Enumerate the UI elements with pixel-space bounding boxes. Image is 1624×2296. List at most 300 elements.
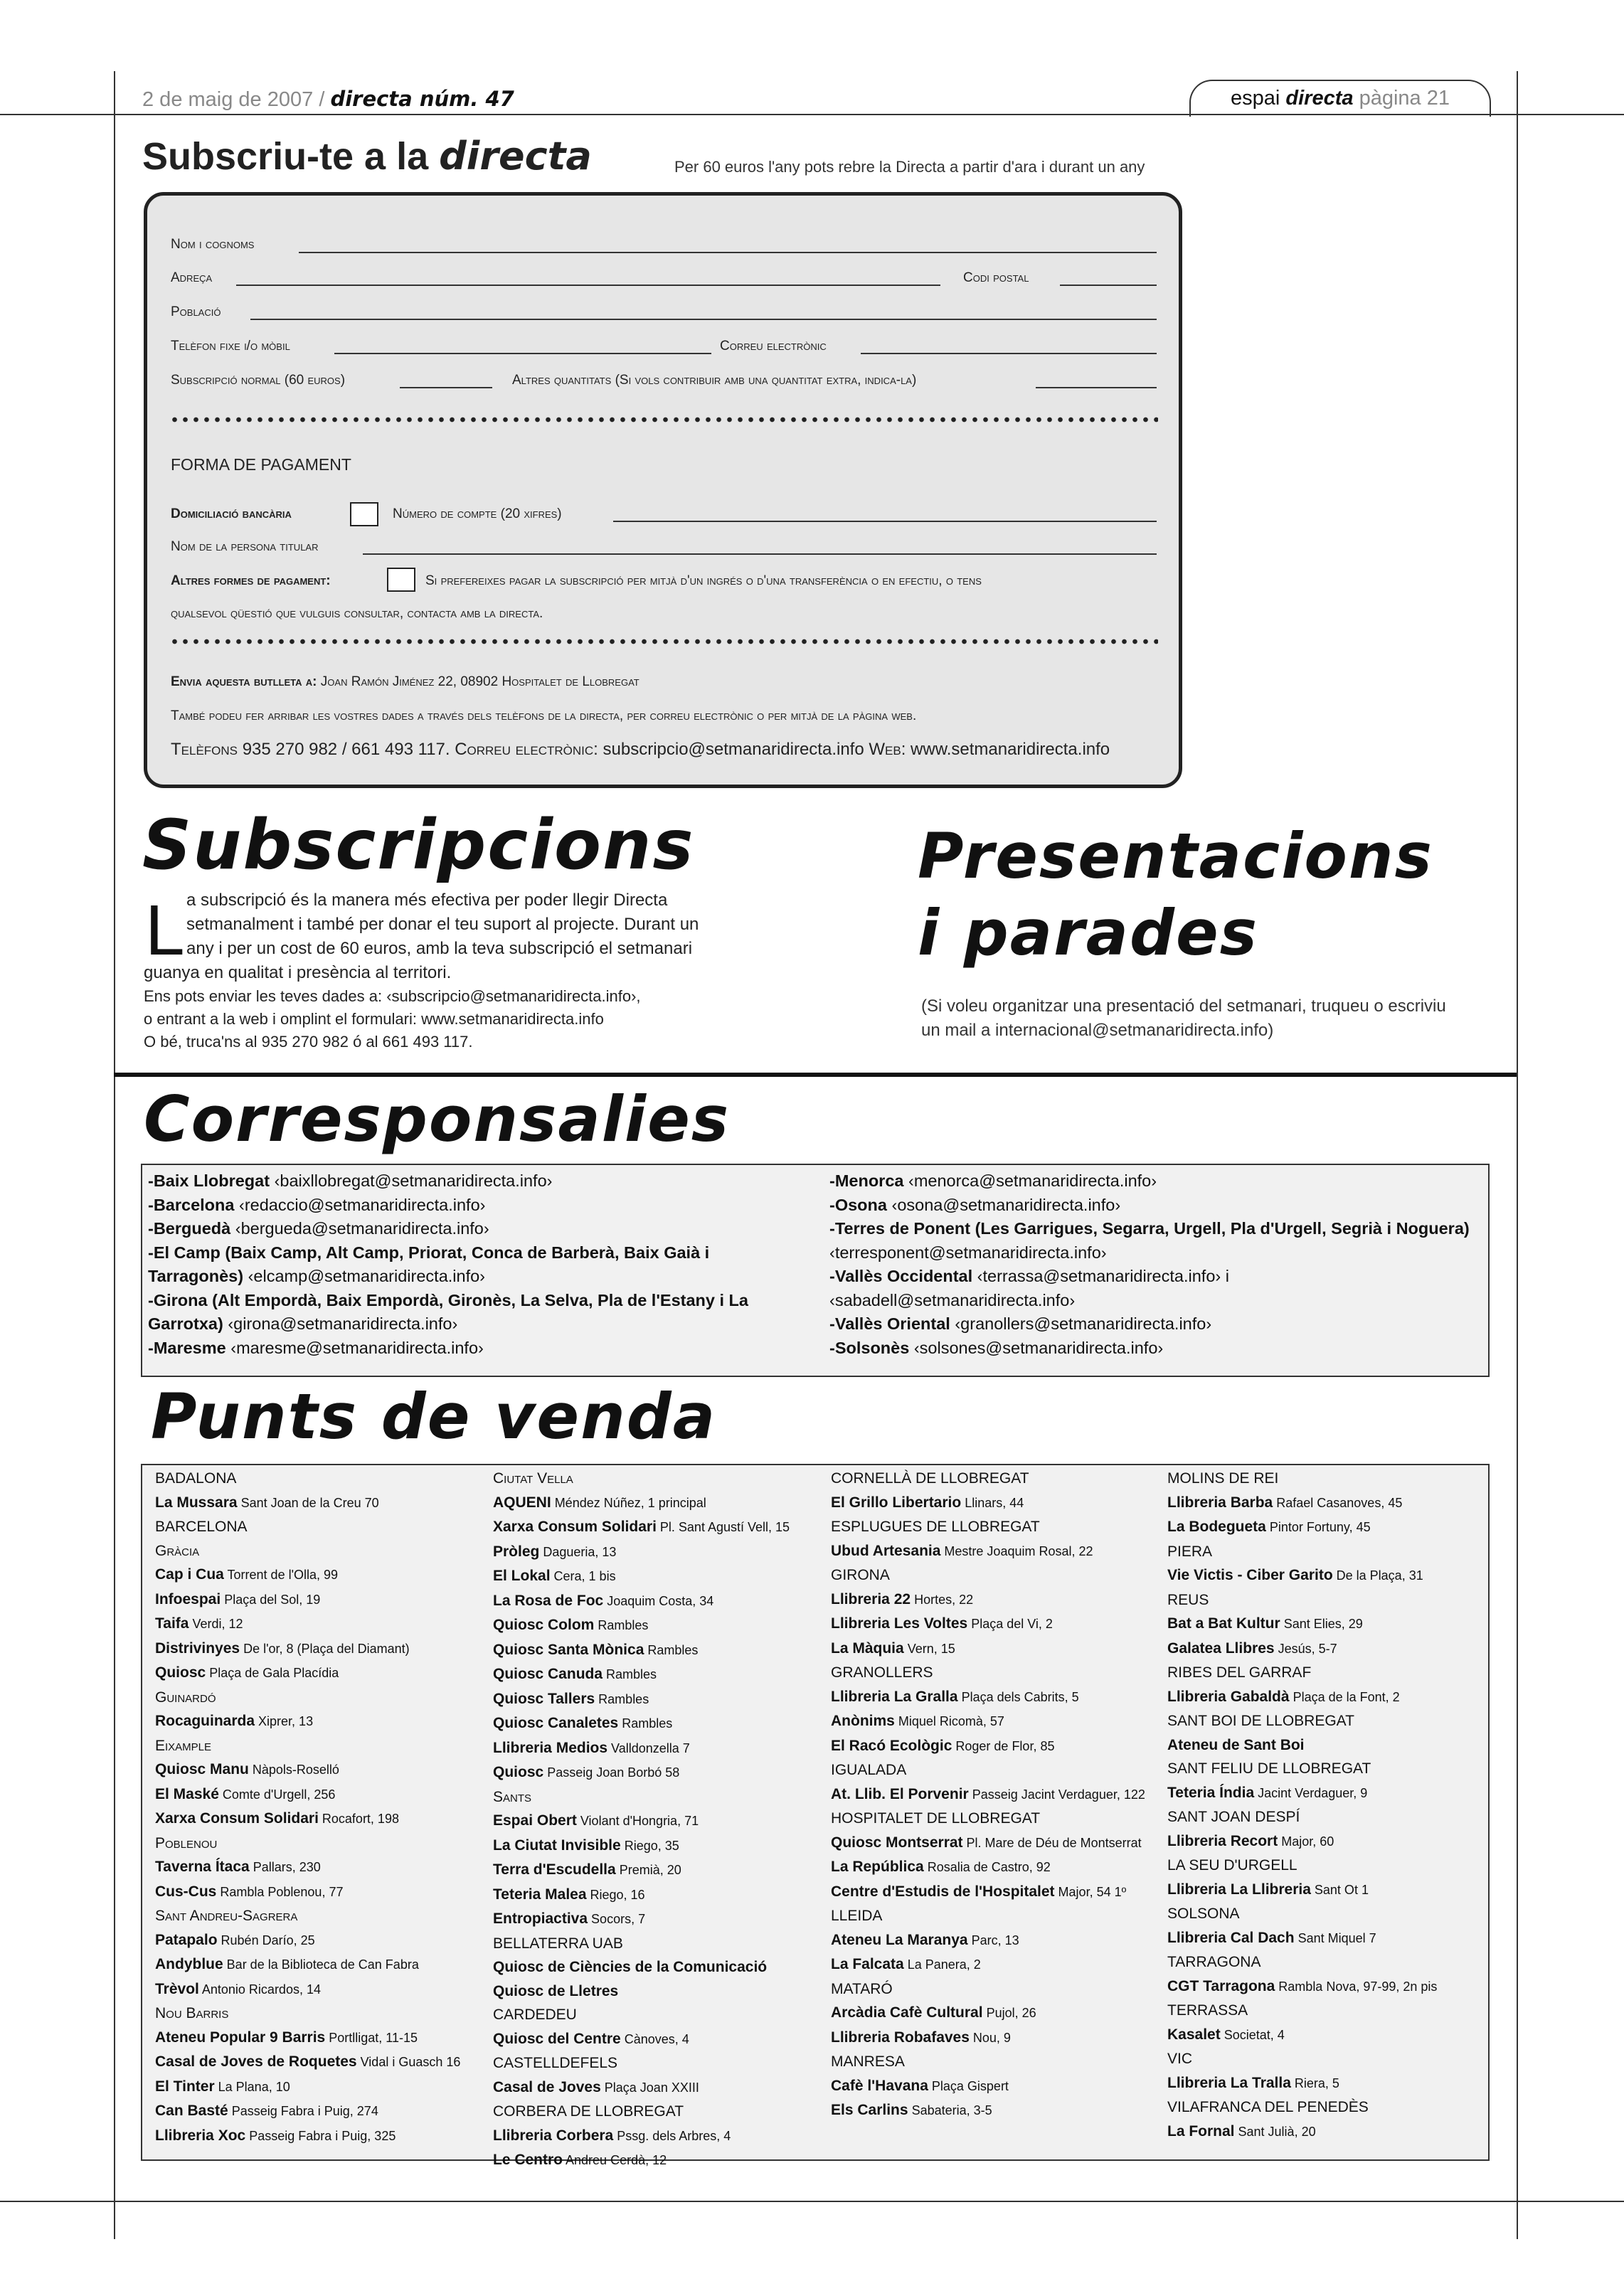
venue-address: Rafael Casanoves, 45 bbox=[1273, 1495, 1403, 1510]
city-heading: GIRONA bbox=[831, 1567, 890, 1583]
corresponsal-line bbox=[148, 1289, 748, 1313]
venue-name: Quiosc del Centre bbox=[493, 2030, 621, 2047]
venue-entry bbox=[155, 2099, 460, 2124]
venue-name: Quiosc Colom bbox=[493, 1617, 595, 1633]
corresponsal-line bbox=[148, 1336, 748, 1361]
venue-address: Passeig Joan Borbó 58 bbox=[543, 1765, 680, 1780]
send-line bbox=[171, 674, 639, 690]
venue-entry bbox=[831, 2074, 1145, 2099]
venue-entry bbox=[493, 1955, 790, 1979]
venue-address: Jacint Verdaguer, 9 bbox=[1254, 1785, 1368, 1800]
city-heading: HOSPITALET DE LLOBREGAT bbox=[831, 1810, 1041, 1827]
venue-entry bbox=[831, 1685, 1145, 1710]
venue-entry bbox=[1167, 1926, 1437, 1951]
venue-name: Llibreria Barba bbox=[1167, 1494, 1273, 1511]
venue-address: La Panera, 2 bbox=[903, 1957, 981, 1972]
venue-entry bbox=[155, 1563, 460, 1588]
venue-name: Vie Victis - Ciber Garito bbox=[1167, 1567, 1333, 1583]
issue-date: 2 de maig de 2007 bbox=[142, 88, 314, 111]
subscripcions-heading: Subscripcions bbox=[142, 805, 695, 885]
venue-name: La Màquia bbox=[831, 1639, 904, 1657]
page-tab bbox=[1189, 80, 1491, 117]
label-bank: Domiciliació bancària bbox=[171, 506, 292, 521]
venue-entry bbox=[493, 2076, 790, 2100]
phones-label: Telèfons bbox=[171, 740, 238, 759]
corresponsal-email[interactable]: ‹granollers@setmanaridirecta.info› bbox=[950, 1314, 1212, 1333]
venue-entry bbox=[1167, 1612, 1437, 1637]
dotted-separator bbox=[169, 637, 1158, 646]
venue-entry bbox=[493, 1711, 790, 1736]
venue-entry bbox=[493, 1736, 790, 1761]
venue-address: Plaça de la Font, 2 bbox=[1289, 1689, 1400, 1704]
subs-line-6: o entrant a la web i omplint el formulari: www.setmanaridirecta.info bbox=[144, 1010, 604, 1028]
venue-entry bbox=[831, 1782, 1145, 1807]
venue-address: Méndez Núñez, 1 principal bbox=[551, 1495, 706, 1510]
other-payment-checkbox[interactable] bbox=[387, 568, 415, 592]
venue-name: La Rosa de Foc bbox=[493, 1592, 604, 1609]
corresponsal-email[interactable]: ‹girona@setmanaridirecta.info› bbox=[223, 1314, 458, 1333]
corresponsal-name: -Osona bbox=[829, 1195, 887, 1214]
venue-entry bbox=[493, 1687, 790, 1712]
venue-address: Parc, 13 bbox=[967, 1933, 1019, 1947]
corresponsal-line bbox=[829, 1241, 1470, 1265]
venue-name: Casal de Joves de Roquetes bbox=[155, 2053, 357, 2070]
venue-name: Le Centro bbox=[493, 2152, 563, 2168]
venue-entry bbox=[155, 2124, 460, 2149]
city-heading: BELLATERRA UAB bbox=[493, 1935, 623, 1952]
web-value[interactable]: www.setmanaridirecta.info bbox=[911, 740, 1110, 759]
city-heading: BARCELONA bbox=[155, 1519, 248, 1535]
venue-address: Vern, 15 bbox=[903, 1641, 955, 1656]
venue-name: Quiosc Canaletes bbox=[493, 1715, 619, 1731]
contact-line bbox=[171, 740, 1110, 760]
venue-address: Llinars, 44 bbox=[961, 1495, 1024, 1510]
venue-address: Plaça Joan XXIII bbox=[600, 2080, 699, 2095]
city-heading: BADALONA bbox=[155, 1470, 237, 1487]
city-heading: GRANOLLERS bbox=[831, 1664, 933, 1681]
venue-entry bbox=[155, 1782, 460, 1807]
venue-address: Plaça dels Cabrits, 5 bbox=[957, 1689, 1079, 1704]
corresponsal-email[interactable]: ‹bergueda@setmanaridirecta.info› bbox=[230, 1219, 489, 1238]
venue-name: Patapalo bbox=[155, 1931, 218, 1948]
venue-entry bbox=[831, 2098, 1145, 2123]
venue-address: Passeig Fabra i Puig, 325 bbox=[245, 2128, 396, 2143]
venue-address: Violant d'Hongria, 71 bbox=[576, 1814, 699, 1828]
venue-entry bbox=[493, 1662, 790, 1687]
venue-name: Llibreria Xoc bbox=[155, 2127, 246, 2144]
city-heading: VILAFRANCA DEL PENEDÈS bbox=[1167, 2099, 1369, 2115]
venue-entry bbox=[831, 1491, 1145, 1516]
email-value[interactable]: subscripcio@setmanaridirecta.info bbox=[603, 740, 864, 759]
venue-name: Can Basté bbox=[155, 2103, 228, 2119]
corresponsalies-right bbox=[829, 1169, 1470, 1360]
normal-sub-field[interactable] bbox=[400, 387, 492, 388]
venue-name: Llibreria Medios bbox=[493, 1739, 608, 1756]
subs-line-2: setmanalment i també per donar el teu suport al projecte. Durant un bbox=[186, 915, 699, 934]
venue-name: Quiosc bbox=[155, 1664, 206, 1681]
corresponsal-email[interactable]: ‹terresponent@setmanaridirecta.info› bbox=[829, 1243, 1107, 1262]
venue-name: Anònims bbox=[831, 1713, 895, 1729]
section-separator bbox=[114, 1073, 1517, 1077]
venue-name: Llibreria La Tralla bbox=[1167, 2074, 1291, 2091]
venue-address: Pallars, 230 bbox=[249, 1860, 321, 1874]
corresponsal-name: -Berguedà bbox=[148, 1219, 231, 1238]
venue-address: Jesús, 5-7 bbox=[1274, 1641, 1337, 1656]
label-account: Número de compte (20 xifres) bbox=[393, 506, 562, 521]
venue-address: Pintor Fortuny, 45 bbox=[1265, 1520, 1371, 1534]
city-heading: CORNELLÀ DE LLOBREGAT bbox=[831, 1470, 1029, 1487]
corresponsal-name: -El Camp (Baix Camp, Alt Camp, Priorat, Conca de Barberà, Baix Gaià i bbox=[148, 1243, 710, 1262]
venue-address: Bar de la Biblioteca de Can Fabra bbox=[223, 1957, 419, 1972]
venue-name: La Bodegueta bbox=[1167, 1519, 1266, 1535]
city-heading: TARRAGONA bbox=[1167, 1954, 1261, 1970]
header-slash: / bbox=[319, 88, 325, 111]
label-town: Població bbox=[171, 304, 221, 319]
venue-address: Mestre Joaquim Rosal, 22 bbox=[940, 1543, 1093, 1558]
presentacions-text: (Si voleu organitzar una presentació del setmanari, truqueu o escriviu un mail a internacional@setmanaridirecta.info) bbox=[921, 996, 1446, 1040]
venue-entry bbox=[831, 1880, 1145, 1905]
venue-address: Rambla Poblenou, 77 bbox=[216, 1884, 344, 1899]
corresponsal-line bbox=[148, 1265, 748, 1289]
corresponsal-email[interactable]: ‹osona@setmanaridirecta.info› bbox=[886, 1195, 1121, 1214]
corresponsal-line bbox=[829, 1169, 1470, 1194]
label-phone: Telèfon fixe i/o mòbil bbox=[171, 339, 290, 354]
venue-entry bbox=[155, 2050, 460, 2075]
city-heading: PIERA bbox=[1167, 1543, 1213, 1560]
district-heading: Guinardó bbox=[155, 1689, 216, 1706]
district-heading: Gràcia bbox=[155, 1542, 200, 1559]
venue-name: At. Llib. El Porvenir bbox=[831, 1785, 969, 1802]
corresponsal-line bbox=[829, 1336, 1470, 1361]
venue-address: Rambles bbox=[603, 1667, 657, 1681]
venue-entry bbox=[831, 1928, 1145, 1953]
subscribe-title-brand: directa bbox=[439, 134, 592, 179]
address-field[interactable] bbox=[236, 285, 940, 286]
venue-name: Cap i Cua bbox=[155, 1566, 224, 1583]
venue-name: Llibreria Robafaves bbox=[831, 2029, 970, 2046]
venue-name: Trèvol bbox=[155, 1980, 199, 1997]
name-field[interactable] bbox=[299, 252, 1157, 253]
subscribe-title bbox=[142, 134, 592, 179]
venue-name: Kasalet bbox=[1167, 2026, 1221, 2043]
venue-entry bbox=[831, 1855, 1145, 1880]
subscribe-title-pre: Subscriu-te a la bbox=[142, 135, 429, 178]
venue-address: Passeig Jacint Verdaguer, 122 bbox=[968, 1787, 1145, 1802]
venue-address: Societat, 4 bbox=[1220, 2027, 1285, 2042]
venue-name: La Mussara bbox=[155, 1494, 238, 1511]
venue-name: Rocaguinarda bbox=[155, 1713, 255, 1729]
venue-name: La Fornal bbox=[1167, 2122, 1235, 2140]
venue-name: El Racó Ecològic bbox=[831, 1737, 952, 1754]
venue-address: Plaça Gispert bbox=[928, 2078, 1009, 2093]
venue-name: La Falcata bbox=[831, 1956, 904, 1972]
left-rule bbox=[114, 71, 115, 2239]
presentacions-heading bbox=[918, 818, 1433, 972]
corresponsal-email[interactable]: ‹menorca@setmanaridirecta.info› bbox=[903, 1171, 1157, 1190]
venue-address: Hortes, 22 bbox=[911, 1592, 974, 1607]
venue-address: Major, 54 1º bbox=[1054, 1884, 1127, 1899]
city-heading: MATARÓ bbox=[831, 1980, 893, 1997]
district-heading: Sant Andreu-Sagrera bbox=[155, 1908, 298, 1924]
label-name: Nom i cognoms bbox=[171, 237, 255, 252]
venue-address: Vidal i Guasch 16 bbox=[356, 2055, 461, 2069]
venue-address: Torrent de l'Olla, 99 bbox=[223, 1568, 339, 1582]
venue-address: De la Plaça, 31 bbox=[1332, 1568, 1423, 1583]
other-amounts-field[interactable] bbox=[1036, 387, 1157, 388]
venue-address: Nou, 9 bbox=[969, 2030, 1011, 2045]
venue-entry bbox=[155, 2075, 460, 2100]
corresponsal-line bbox=[148, 1169, 748, 1194]
venue-name: Quiosc de Ciències de la Comunicació bbox=[493, 1959, 768, 1975]
venue-name: Teteria Malea bbox=[493, 1886, 587, 1903]
city-heading: SANT JOAN DESPÍ bbox=[1167, 1809, 1300, 1825]
venue-entry bbox=[1167, 1829, 1437, 1854]
corresponsal-email[interactable]: ‹solsones@setmanaridirecta.info› bbox=[909, 1338, 1164, 1357]
bank-checkbox[interactable] bbox=[350, 502, 378, 526]
venue-address: Rambla Nova, 97-99, 2n pis bbox=[1275, 1979, 1438, 1994]
corresponsal-email[interactable]: ‹redaccio@setmanaridirecta.info› bbox=[234, 1195, 486, 1214]
venue-name: Ateneu Popular 9 Barris bbox=[155, 2029, 326, 2046]
venue-address: Premià, 20 bbox=[615, 1863, 681, 1877]
venue-address: Nàpols-Roselló bbox=[248, 1763, 339, 1777]
town-field[interactable] bbox=[250, 319, 1157, 320]
venue-entry bbox=[493, 2148, 790, 2173]
venue-entry bbox=[1167, 2120, 1437, 2144]
city-heading: REUS bbox=[1167, 1591, 1209, 1608]
corresponsal-name: -Vallès Occidental bbox=[829, 1267, 973, 1285]
venue-name: Bat a Bat Kultur bbox=[1167, 1615, 1280, 1632]
venue-address: Pl. Mare de Déu de Montserrat bbox=[962, 1835, 1142, 1850]
bottom-rule bbox=[0, 2201, 1624, 2202]
venue-name: Ateneu La Maranya bbox=[831, 1931, 968, 1948]
corresponsal-name: -Barcelona bbox=[148, 1195, 235, 1214]
send-address: Joan Ramón Jiménez 22, 08902 Hospitalet de Llobregat bbox=[320, 674, 639, 689]
venue-entry bbox=[831, 1734, 1145, 1759]
venue-address: Sant Miquel 7 bbox=[1294, 1930, 1376, 1945]
corresponsal-name: -Solsonès bbox=[829, 1338, 910, 1357]
venue-name: El Maské bbox=[155, 1785, 219, 1802]
postcode-field[interactable] bbox=[1060, 285, 1157, 286]
corresponsal-line bbox=[829, 1265, 1470, 1289]
corresponsal-email[interactable]: ‹maresme@setmanaridirecta.info› bbox=[225, 1338, 484, 1357]
corresponsal-name: -Menorca bbox=[829, 1171, 904, 1190]
venue-entry bbox=[493, 1760, 790, 1785]
venue-name: Quiosc Canuda bbox=[493, 1666, 603, 1682]
venue-entry bbox=[831, 2026, 1145, 2051]
venue-address: Passeig Fabra i Puig, 274 bbox=[228, 2104, 378, 2118]
corresponsal-name: Garrotxa) bbox=[148, 1314, 223, 1333]
city-heading: CARDEDEU bbox=[493, 2007, 577, 2023]
account-field[interactable] bbox=[613, 521, 1157, 522]
venue-entry bbox=[493, 2027, 790, 2052]
venue-name: Infoespai bbox=[155, 1590, 221, 1607]
venue-entry bbox=[1167, 1637, 1437, 1662]
venue-entry bbox=[155, 1491, 460, 1516]
venue-entry bbox=[1167, 1563, 1437, 1588]
venue-name: Quiosc bbox=[493, 1764, 544, 1780]
venue-entry bbox=[1167, 1491, 1437, 1516]
venue-address: Roger de Flor, 85 bbox=[952, 1738, 1055, 1753]
venue-entry bbox=[155, 1758, 460, 1782]
city-heading: SANT FELIU DE LLOBREGAT bbox=[1167, 1760, 1371, 1777]
city-heading: ESPLUGUES DE LLOBREGAT bbox=[831, 1519, 1040, 1535]
corresponsal-line bbox=[829, 1289, 1470, 1313]
venue-address: Rubén Darío, 25 bbox=[217, 1933, 315, 1947]
venue-address: Plaça de Gala Placídia bbox=[206, 1666, 339, 1680]
punts-column-3 bbox=[831, 1467, 1145, 2123]
venue-entry bbox=[1167, 1733, 1437, 1758]
venue-name: Els Carlins bbox=[831, 2102, 908, 2118]
venue-address: Rambles bbox=[595, 1691, 649, 1706]
district-heading: Eixample bbox=[155, 1737, 212, 1754]
city-heading: LLEIDA bbox=[831, 1908, 883, 1924]
venue-address: Socors, 7 bbox=[588, 1912, 646, 1926]
email-field[interactable] bbox=[861, 353, 1157, 354]
venue-entry bbox=[831, 2001, 1145, 2026]
issue-header bbox=[142, 87, 514, 112]
right-rule bbox=[1517, 71, 1518, 2239]
venue-name: Cafè l'Havana bbox=[831, 2077, 928, 2094]
venue-entry bbox=[493, 1809, 790, 1834]
venue-entry bbox=[493, 1907, 790, 1932]
venue-name: Quiosc Santa Mònica bbox=[493, 1641, 644, 1658]
venue-name: Quiosc Tallers bbox=[493, 1690, 595, 1707]
presentacions-heading-line1: Presentacions bbox=[918, 819, 1433, 893]
venue-name: La República bbox=[831, 1859, 924, 1875]
dropcap: L bbox=[145, 891, 185, 970]
city-heading: VIC bbox=[1167, 2051, 1193, 2067]
venue-name: AQUENI bbox=[493, 1494, 551, 1511]
venue-name: Terra d'Escudella bbox=[493, 1861, 616, 1878]
issue-number: directa núm. 47 bbox=[330, 87, 514, 111]
venue-entry bbox=[831, 1831, 1145, 1856]
city-heading: CASTELLDEFELS bbox=[493, 2055, 618, 2071]
venue-address: Dagueria, 13 bbox=[539, 1544, 617, 1559]
venue-address: Plaça del Sol, 19 bbox=[221, 1592, 321, 1607]
corresponsal-email[interactable]: ‹baixllobregat@setmanaridirecta.info› bbox=[270, 1171, 553, 1190]
label-normal-sub: Subscripció normal (60 euros) bbox=[171, 373, 346, 388]
punts-column-2 bbox=[493, 1467, 790, 2173]
venue-name: Xarxa Consum Solidari bbox=[493, 1519, 657, 1535]
other-payment-text1: Si prefereixes pagar la subscripció per mitjà d'un ingrés o d'una transferència o en efectiu, o tens bbox=[425, 573, 982, 588]
venue-name: El Lokal bbox=[493, 1568, 551, 1584]
venue-entry bbox=[831, 1709, 1145, 1734]
venue-name: El Grillo Libertario bbox=[831, 1494, 962, 1511]
venue-address: Plaça del Vi, 2 bbox=[967, 1617, 1053, 1631]
venue-address: Pssg. dels Arbres, 4 bbox=[613, 2128, 731, 2143]
city-heading: RIBES DEL GARRAF bbox=[1167, 1664, 1312, 1681]
corresponsalies-heading: Corresponsalies bbox=[144, 1083, 731, 1156]
punts-column-1 bbox=[155, 1467, 460, 2148]
venue-entry bbox=[493, 1491, 790, 1516]
venue-name: CGT Tarragona bbox=[1167, 1977, 1275, 1994]
venue-entry bbox=[831, 1637, 1145, 1662]
venue-address: Xiprer, 13 bbox=[255, 1714, 314, 1728]
city-heading: IGUALADA bbox=[831, 1762, 907, 1778]
venue-address: Antonio Ricardos, 14 bbox=[198, 1982, 321, 1997]
venue-entry bbox=[1167, 1975, 1437, 1999]
district-heading: Poblenou bbox=[155, 1834, 218, 1851]
venue-name: Llibreria La Llibreria bbox=[1167, 1881, 1311, 1898]
venue-entry bbox=[493, 1883, 790, 1908]
dotted-separator bbox=[169, 415, 1158, 424]
corresponsal-name: -Baix Llobregat bbox=[148, 1171, 270, 1190]
venue-address: Pl. Sant Agustí Vell, 15 bbox=[656, 1520, 790, 1534]
venue-name: Llibreria Corbera bbox=[493, 2127, 614, 2144]
city-heading: MOLINS DE REI bbox=[1167, 1470, 1279, 1487]
venue-entry bbox=[1167, 2071, 1437, 2096]
venue-name: Arcàdia Cafè Cultural bbox=[831, 2004, 983, 2021]
venue-entry bbox=[155, 1928, 460, 1953]
corresponsal-name: -Vallès Oriental bbox=[829, 1314, 950, 1333]
venue-name: Cus-Cus bbox=[155, 1883, 217, 1900]
venue-entry bbox=[493, 1979, 790, 2004]
venue-entry bbox=[831, 1588, 1145, 1612]
venue-entry bbox=[155, 2026, 460, 2051]
district-heading: Nou Barris bbox=[155, 2005, 229, 2021]
venue-entry bbox=[493, 1613, 790, 1638]
city-heading: TERRASSA bbox=[1167, 2002, 1248, 2019]
section-brand: directa bbox=[1285, 87, 1354, 110]
corresponsalies-left bbox=[148, 1169, 748, 1360]
corresponsal-line bbox=[148, 1312, 748, 1336]
corresponsal-email[interactable]: ‹elcamp@setmanaridirecta.info› bbox=[243, 1267, 486, 1285]
city-heading: CORBERA DE LLOBREGAT bbox=[493, 2103, 684, 2120]
venue-name: Ubud Artesania bbox=[831, 1542, 941, 1559]
venue-entry bbox=[493, 1540, 790, 1565]
label-other-amounts: Altres quantitats (Si vols contribuir amb una quantitat extra, indica-la) bbox=[512, 373, 917, 388]
email-label: Correu electrònic: bbox=[455, 740, 598, 759]
venue-address: Sant Ot 1 bbox=[1310, 1882, 1369, 1897]
venue-name: Taverna Ítaca bbox=[155, 1859, 250, 1875]
corresponsal-name: -Terres de Ponent (Les Garrigues, Segarra, Urgell, Pla d'Urgell, Segrià i Noguera) bbox=[829, 1219, 1470, 1238]
venue-name: Llibreria La Gralla bbox=[831, 1688, 958, 1705]
venue-entry bbox=[155, 1637, 460, 1662]
venue-entry bbox=[155, 1880, 460, 1905]
venue-name: Llibreria Les Voltes bbox=[831, 1615, 968, 1632]
phone-field[interactable] bbox=[334, 353, 711, 354]
subs-line-4: guanya en qualitat i presència al territori. bbox=[144, 963, 452, 982]
venue-address: Riego, 35 bbox=[620, 1838, 679, 1853]
venue-entry bbox=[493, 1638, 790, 1663]
venue-address: Andreu Cerdà, 12 bbox=[563, 2153, 667, 2167]
venue-name: Distrivinyes bbox=[155, 1639, 240, 1657]
venue-name: La Ciutat Invisible bbox=[493, 1837, 621, 1854]
venue-entry bbox=[493, 1858, 790, 1883]
corresponsal-name: Tarragonès) bbox=[148, 1267, 244, 1285]
corresponsal-email[interactable]: ‹sabadell@setmanaridirecta.info› bbox=[829, 1290, 1076, 1309]
corresponsal-line bbox=[148, 1194, 748, 1218]
venue-address: Pujol, 26 bbox=[982, 2006, 1036, 2020]
venue-address: Valldonzella 7 bbox=[607, 1740, 690, 1755]
venue-name: Teteria Índia bbox=[1167, 1784, 1255, 1801]
venue-entry bbox=[155, 1661, 460, 1686]
venue-name: Ateneu de Sant Boi bbox=[1167, 1736, 1305, 1753]
venue-address: Sant Joan de la Creu 70 bbox=[237, 1495, 379, 1510]
venue-name: Entropiactiva bbox=[493, 1910, 588, 1927]
corresponsal-email[interactable]: ‹terrassa@setmanaridirecta.info› i bbox=[972, 1267, 1229, 1285]
venue-name: Centre d'Estudis de l'Hospitalet bbox=[831, 1883, 1055, 1900]
venue-entry bbox=[831, 1952, 1145, 1977]
holder-field[interactable] bbox=[363, 553, 1157, 555]
venue-entry bbox=[493, 1589, 790, 1614]
corresponsal-line bbox=[148, 1217, 748, 1241]
venue-address: Joaquim Costa, 34 bbox=[603, 1593, 714, 1608]
payment-title: FORMA DE PAGAMENT bbox=[171, 455, 351, 474]
city-heading: LA SEU D'URGELL bbox=[1167, 1857, 1297, 1874]
venue-entry bbox=[155, 1952, 460, 1977]
corresponsal-name: -Maresme bbox=[148, 1338, 226, 1357]
